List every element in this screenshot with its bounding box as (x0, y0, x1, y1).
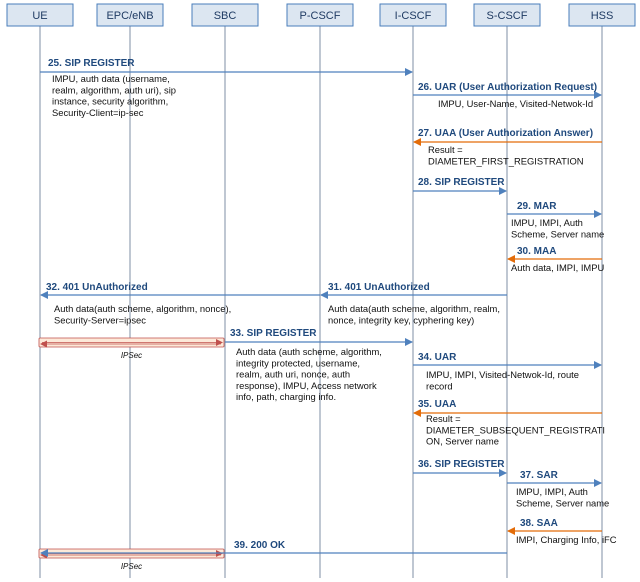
message-body-line: realm, algorithm, auth uri), sip (52, 84, 177, 96)
message-title: 25. SIP REGISTER (48, 58, 135, 69)
message-title: 31. 401 UnAuthorized (328, 282, 430, 293)
message-32 (41, 282, 320, 325)
message-body-line: record (426, 380, 453, 392)
message-title: 27. UAA (User Authorization Answer) (418, 128, 594, 139)
message-body-line: Auth data, IMPI, IMPU (511, 262, 605, 273)
message-title: 39. 200 OK (234, 540, 286, 551)
actor-label: EPC/eNB (106, 10, 154, 22)
message-body-line: ON, Server name (426, 435, 499, 447)
message-29 (507, 201, 604, 239)
message-body-line: IMPI, Charging Info, iFC (516, 534, 617, 545)
message-body-line: Auth data (auth scheme, algorithm, (236, 346, 382, 357)
ipsec-label: IPSec (120, 351, 143, 360)
actor-pcscf (287, 4, 353, 26)
message-title: 36. SIP REGISTER (418, 459, 505, 470)
message-body-line: Security-Server=ipsec (54, 314, 146, 326)
message-38 (508, 518, 617, 545)
message-30 (508, 246, 604, 273)
ipsec-tunnel (39, 549, 224, 571)
message-title: 29. MAR (517, 201, 557, 212)
message-26 (413, 82, 601, 109)
message-body-line: DIAMETER_FIRST_REGISTRATION (428, 155, 584, 167)
actor-hss (569, 4, 635, 26)
actor-ue (7, 4, 73, 26)
ipsec-tunnel (39, 338, 224, 360)
message-body-line: IMPU, IMPI, Auth (511, 217, 583, 228)
message-body-line: integrity protected, username, (236, 357, 361, 369)
message-35 (414, 399, 605, 447)
message-25 (40, 58, 412, 118)
message-body-line: IMPU, User-Name, Visited-Netwok-Id (438, 98, 594, 109)
message-body-line: Scheme, Server name (516, 497, 610, 509)
message-title: 26. UAR (User Authorization Request) (418, 82, 598, 93)
message-body-line: response), IMPU, Access network (236, 379, 377, 391)
message-body-line: IMPU, IMPI, Auth (516, 486, 588, 497)
message-body-line: IMPU, auth data (username, (52, 73, 170, 84)
message-body-line: Auth data(auth scheme, algorithm, realm, (328, 303, 500, 314)
message-title: 34. UAR (418, 352, 457, 363)
message-27 (414, 128, 602, 166)
actor-icscf (380, 4, 446, 26)
message-28 (413, 177, 506, 191)
message-title: 38. SAA (520, 518, 558, 529)
message-body-line: Security-Client=ip-sec (52, 106, 144, 118)
message-36 (413, 459, 506, 473)
message-body-line: instance, security algorithm, (52, 95, 169, 107)
message-title: 33. SIP REGISTER (230, 328, 317, 339)
message-body-line: nonce, integrity key, cyphering key) (328, 314, 475, 326)
message-title: 37. SAR (520, 470, 558, 481)
actor-label: P-CSCF (299, 10, 341, 22)
actor-epc (97, 4, 163, 26)
message-body-line: Scheme, Server name (511, 228, 605, 240)
actor-scscf (474, 4, 540, 26)
message-body-line: realm, auth uri, nonce, auth (236, 368, 351, 380)
message-33 (225, 328, 412, 402)
actor-label: SBC (213, 10, 237, 22)
message-37 (507, 470, 609, 508)
actor-label: UE (32, 10, 48, 22)
actor-label: I-CSCF (394, 10, 432, 22)
message-body-line: info, path, charging info. (236, 391, 337, 403)
actor-sbc (192, 4, 258, 26)
message-title: 32. 401 UnAuthorized (46, 282, 148, 293)
actor-label: HSS (590, 10, 614, 22)
message-title: 35. UAA (418, 399, 457, 410)
message-body-line: Auth data(auth scheme, algorithm, nonce), (54, 303, 232, 314)
ipsec-label: IPSec (120, 562, 143, 571)
message-body-line: IMPU, IMPI, Visited-Netwok-Id, route (426, 369, 579, 380)
actor-label: S-CSCF (486, 10, 528, 22)
message-31 (321, 282, 507, 325)
message-body-line: Result = (426, 413, 461, 424)
message-title: 28. SIP REGISTER (418, 177, 505, 188)
message-body-line: DIAMETER_SUBSEQUENT_REGISTRATI (426, 424, 606, 436)
message-body-line: Result = (428, 144, 463, 155)
message-title: 30. MAA (517, 246, 557, 257)
